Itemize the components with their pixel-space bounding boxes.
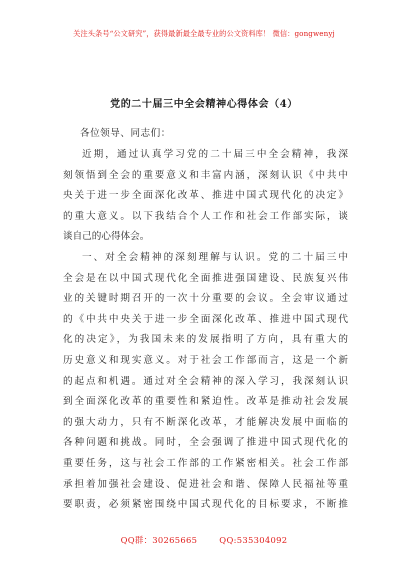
paragraph-line: 要职责，必须紧密围绕中国式现代化的目标要求，不断推 <box>63 499 348 511</box>
paragraph-line: 谈自己的心得体会。 <box>63 231 150 243</box>
paragraph-line: 刻领悟到全会的重要意义和丰富内涵，深刻认识《中共中 <box>63 169 348 181</box>
paragraph-line: 到全面深化改革的重要性和紧迫性。改革是推动社会发展 <box>63 396 348 408</box>
paragraph-line: 重要任务，这与社会工作部的工作紧密相关。社会工作部 <box>63 457 348 469</box>
paragraph-line: 化的决定》，为我国未来的发展指明了方向，具有重大的 <box>63 334 348 346</box>
footer-qq-group: QQ群：30265665 <box>120 535 198 545</box>
paragraph-2 <box>63 248 348 516</box>
paragraph-line: 一、对全会精神的深刻理解与认识。党的二十届三中 <box>82 252 348 263</box>
paragraph-line: 全会是在以中国式现代化全面推进强国建设、民族复兴伟 <box>63 272 348 284</box>
paragraph-line: 近期，通过认真学习党的二十届三中全会精神，我深 <box>82 149 348 160</box>
paragraph-line: 历史意义和现实意义。对于社会工作部而言，这是一个新 <box>63 354 348 366</box>
footer-qq-number: QQ:535304092 <box>219 535 288 545</box>
paragraph-line: 的强大动力，只有不断深化改革，才能解决发展中面临的 <box>63 416 348 428</box>
header-banner: 关注头条号“公文研究”，获得最新最全最专业的公文资料库！ 微信：gongwenyj <box>73 29 335 38</box>
paragraph-line: 的《中共中央关于进一步全面深化改革、推进中国式现代 <box>63 313 348 325</box>
paragraph-line: 央关于进一步全面深化改革、推进中国式现代化的决定》 <box>63 190 348 202</box>
paragraph-line: 的重大意义。以下我结合个人工作和社会工作部实际，谈 <box>63 210 348 222</box>
paragraph-line: 业的关键时期召开的一次十分重要的会议。全会审议通过 <box>63 293 348 305</box>
paragraph-line: 承担着加强社会建设、促进社会和谐、保障人民福祉等重 <box>63 478 348 490</box>
paragraph-line: 各种问题和挑战。同时，全会强调了推进中国式现代化的 <box>63 437 348 449</box>
footer-contact <box>0 534 408 546</box>
salutation: 各位领导、同志们： <box>80 128 171 139</box>
document-title: 党的二十届三中全会精神心得体会（4） <box>110 99 298 110</box>
paragraph-1 <box>63 145 348 248</box>
paragraph-line: 的起点和机遇。通过对全会精神的深入学习，我深刻认识 <box>63 375 348 387</box>
